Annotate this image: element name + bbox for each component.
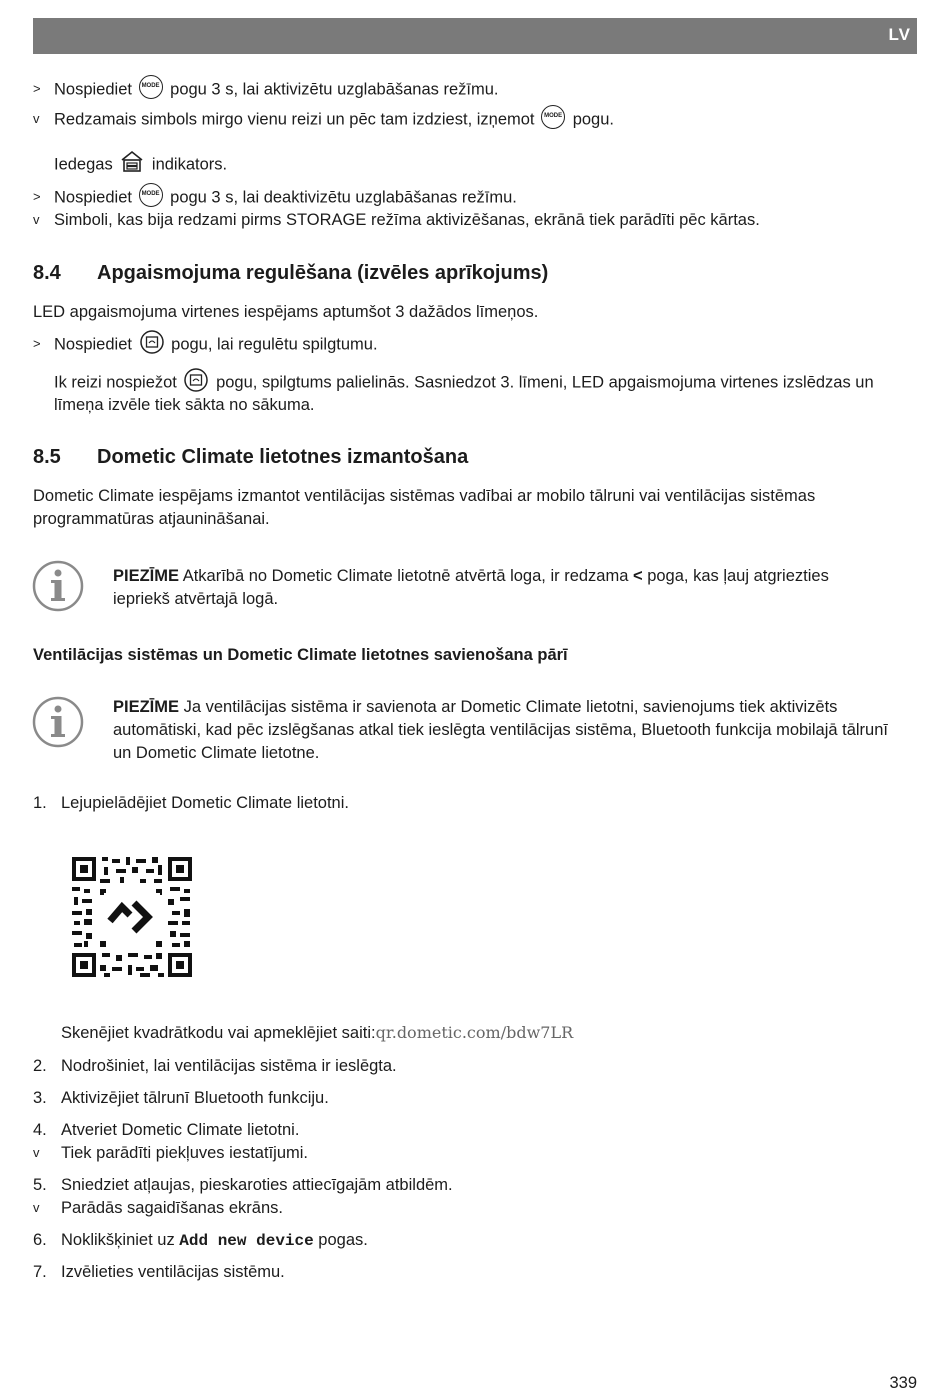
step-line: Nospiediet MODE pogu 3 s, lai deaktivizētu uzglabāšanas režīmu. — [54, 186, 517, 210]
qr-url-link[interactable]: qr.dometic.com/bdw7LR — [375, 1023, 574, 1042]
step-number: 7. — [33, 1263, 47, 1281]
step-line: Simboli, kas bija redzami pirms STORAGE režīma aktivizēšanas, ekrānā tiek parādīti pēc kārtas. — [54, 211, 760, 229]
step-text: Lejupielādējiet Dometic Climate lietotni. — [61, 794, 349, 812]
section-intro: programmatūras atjaunināšanai. — [33, 510, 270, 528]
step-text: Nodrošiniet, lai ventilācijas sistēma ir ieslēgta. — [61, 1057, 397, 1075]
step-line: Iedegas indikators. — [54, 153, 227, 177]
note-label: PIEZĪME — [113, 567, 180, 585]
storage-indicator-icon — [119, 150, 145, 174]
page-header-bar — [33, 18, 917, 54]
section-intro: LED apgaismojuma virtenes iespējams aptumšot 3 dažādos līmeņos. — [33, 303, 539, 321]
result-marker: v — [33, 1145, 40, 1160]
note-label: PIEZĪME — [113, 698, 180, 716]
qr-code-image — [70, 855, 194, 979]
page-number: 339 — [889, 1374, 917, 1392]
step-text: Atveriet Dometic Climate lietotni. — [61, 1121, 300, 1139]
action-marker: > — [33, 81, 41, 96]
scan-instruction: Skenējiet kvadrātkodu vai apmeklējiet saiti:qr.dometic.com/bdw7LR — [61, 1023, 574, 1042]
light-button-icon — [183, 368, 209, 392]
step-number: 2. — [33, 1057, 47, 1075]
info-icon — [32, 696, 84, 748]
step-text: Izvēlieties ventilācijas sistēmu. — [61, 1263, 285, 1281]
detail-line: Ik reizi nospiežot pogu, spilgtums palielinās. Sasniedzot 3. līmeni, LED apgaismojuma virtenes izslēdzas un — [54, 371, 874, 395]
result-marker: v — [33, 212, 40, 227]
subheading: Ventilācijas sistēmas un Dometic Climate lietotnes savienošana pārī — [33, 646, 568, 664]
step-number: 5. — [33, 1176, 47, 1194]
mode-button-icon: MODE — [139, 75, 163, 99]
step-result: Parādās sagaidīšanas ekrāns. — [61, 1199, 283, 1217]
action-marker: > — [33, 189, 41, 204]
step-result: Tiek parādīti piekļuves iestatījumi. — [61, 1144, 308, 1162]
section-heading-8-4: 8.4 Apgaismojuma regulēšana (izvēles aprīkojums) — [33, 262, 549, 284]
result-marker: v — [33, 111, 40, 126]
note-text: PIEZĪME Ja ventilācijas sistēma ir savienota ar Dometic Climate lietotni, savienojums tiek aktivizēts automātiski, kad pēc izslēgšanas atkal tiek ieslēgta ventilācijas sistēma, Bluetooth funkcija mobilajā tālrunī un Dometic Climate lietotne. — [113, 698, 888, 762]
action-marker: > — [33, 336, 41, 351]
add-new-device-label: Add new device — [179, 1232, 314, 1250]
step-line: Nospiediet pogu, lai regulētu spilgtumu. — [54, 333, 378, 357]
step-text: Sniedziet atļaujas, pieskaroties attiecīgajām atbildēm. — [61, 1176, 453, 1194]
mode-button-icon: MODE — [541, 105, 565, 129]
step-number: 1. — [33, 794, 47, 812]
light-button-icon — [139, 330, 165, 354]
section-intro: Dometic Climate iespējams izmantot ventilācijas sistēmas vadībai ar mobilo tālruni vai ventilācijas sistēmas — [33, 487, 816, 505]
mode-button-icon: MODE — [139, 183, 163, 207]
language-code: LV — [888, 25, 911, 44]
note-text: PIEZĪME Atkarībā no Dometic Climate lietotnē atvērtā loga, ir redzama < poga, kas ļauj atgriezties iepriekš atvērtajā logā. — [113, 567, 829, 608]
step-text: Aktivizējiet tālrunī Bluetooth funkciju. — [61, 1089, 329, 1107]
step-number: 4. — [33, 1121, 47, 1139]
detail-line: līmeņa izvēle tiek sākta no sākuma. — [54, 396, 315, 414]
section-heading-8-5: 8.5 Dometic Climate lietotnes izmantošana — [33, 446, 469, 468]
step-line: Redzamais simbols mirgo vienu reizi un pēc tam izdziest, izņemot MODE pogu. — [54, 108, 614, 132]
step-number: 6. — [33, 1231, 47, 1249]
step-line: Nospiediet MODE pogu 3 s, lai aktivizētu uzglabāšanas režīmu. — [54, 78, 499, 102]
step-text: Noklikšķiniet uz Add new device pogas. — [61, 1231, 368, 1250]
back-symbol: < — [632, 567, 643, 585]
result-marker: v — [33, 1200, 40, 1215]
step-number: 3. — [33, 1089, 47, 1107]
info-icon — [32, 560, 84, 612]
